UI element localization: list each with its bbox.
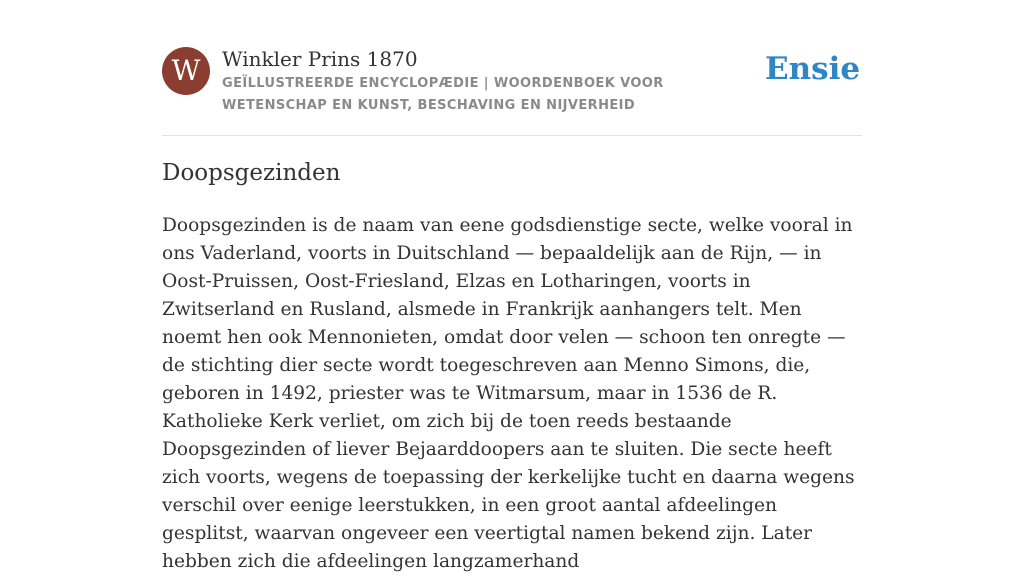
source-subtitle: GEÏLLUSTREERDE ENCYCLOPÆDIE | WOORDENBOEK VOOR WETENSCHAP EN KUNST, BESCHAVING EN NIJVERHEID (222, 76, 664, 113)
article-title: Doopsgezinden (162, 160, 341, 186)
header (162, 47, 862, 117)
brand-logo[interactable]: Ensie (765, 51, 861, 87)
article-body: Doopsgezinden is de naam van eene godsdienstige secte, welke vooral in ons Vaderland, voorts in Duitschland — bepaaldelijk aan de Rijn, — in Oost-Pruissen, Oost-Friesland, Elzas en Lotharingen, voorts in Zwitserland en Rusland, alsmede in Frankrijk aanhangers telt. Men noemt hen ook Mennonieten, omdat door velen — schoon ten onregte — de stichting dier secte wordt toegeschreven aan Menno Simons, die, geboren in 1492, priester was te Witmarsum, maar in 1536 de R. Katholieke Kerk verliet, om zich bij de toen reeds bestaande Doopsgezinden of liever Bejaarddoopers aan te sluiten. Die secte heeft zich voorts, wegens de toepassing der kerkelijke tucht en daarna wegens verschil over eenige leerstukken, in een groot aantal afdeelingen gesplitst, waarvan ongeveer een veertigtal namen bekend zijn. Later hebben zich die afdeelingen langzamerhand (162, 215, 855, 572)
avatar[interactable]: W (162, 47, 210, 95)
source-title[interactable]: Winkler Prins 1870 (222, 47, 418, 71)
divider (162, 135, 862, 136)
